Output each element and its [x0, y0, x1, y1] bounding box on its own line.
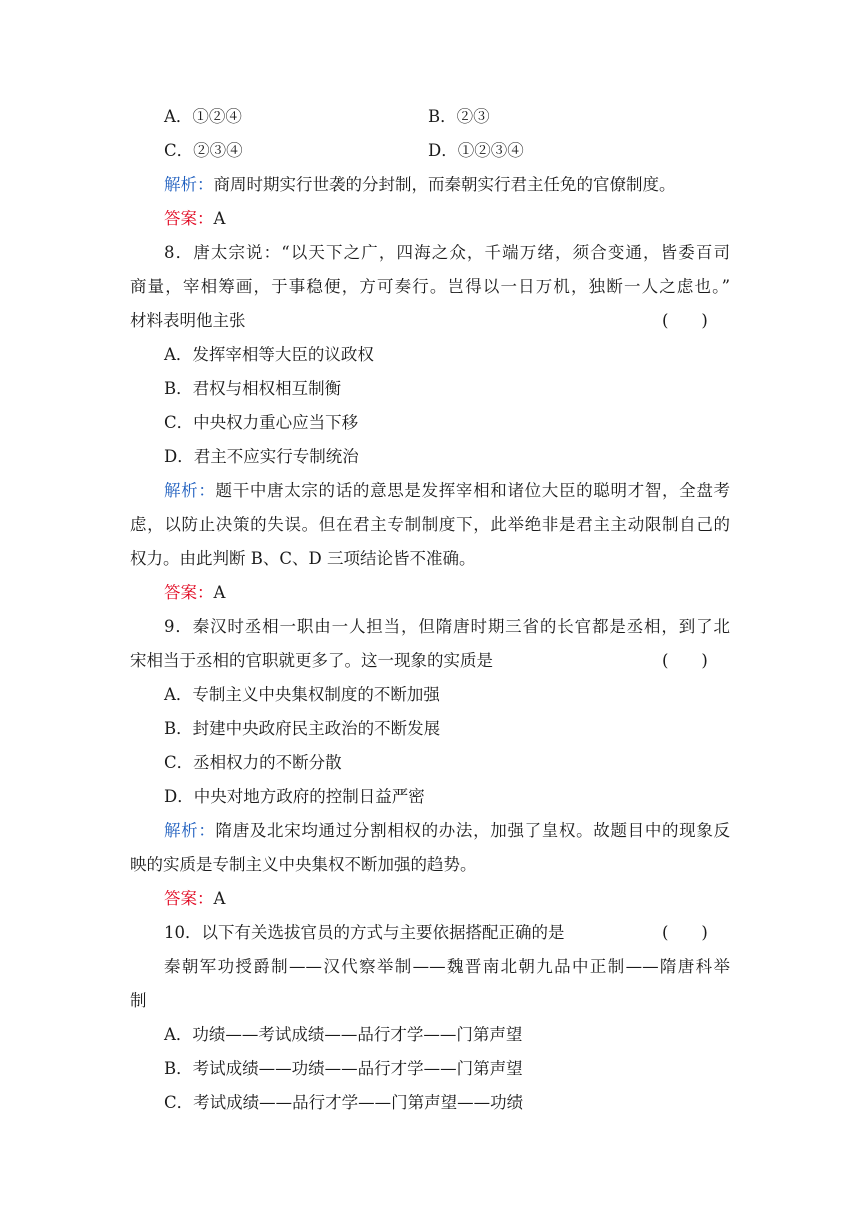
analysis-label: 解析：: [164, 175, 214, 194]
q8-stem-line3: 材料表明他主张: [130, 311, 246, 330]
q10-option-c: C．考试成绩——品行才学——门第声望——功绩: [164, 1093, 524, 1112]
q8-option-c: C．中央权力重心应当下移: [164, 413, 359, 432]
answer-value: A: [213, 583, 226, 602]
q9-analysis-line1: [164, 820, 730, 842]
analysis-text: 隋唐及北宋均通过分割相权的办法，加强了皇权。故题目中的现象反: [215, 821, 730, 840]
analysis-label: 解析：: [164, 481, 216, 500]
q8-stem-line1: 8．唐太宗说：“以天下之广，四海之众，千端万绪，须合变通，皆委百司: [164, 243, 730, 262]
q8-option-b: B．君权与相权相互制衡: [164, 379, 342, 398]
q8-analysis-line1: [164, 480, 730, 502]
q8-analysis-line2: 虑，以防止决策的失误。但在君主专制制度下，此举绝非是君主主动限制自己的: [130, 515, 730, 534]
q10-option-a: A．功绩——考试成绩——品行才学——门第声望: [164, 1025, 523, 1044]
q7-option-d: D．①②③④: [428, 141, 524, 160]
q8-option-d: D．君主不应实行专制统治: [164, 447, 359, 466]
q7-option-a: A．①②④: [164, 107, 242, 126]
q8-stem-line2: 商量，宰相筹画，于事稳便，方可奏行。岂得以一日万机，独断一人之虑也。”: [130, 277, 730, 296]
answer-value: A: [213, 889, 226, 908]
q10-stem-line1: 10．以下有关选拔官员的方式与主要依据搭配正确的是: [164, 923, 565, 942]
answer-label: 答案：: [164, 209, 214, 228]
q8-option-a: A．发挥宰相等大臣的议政权: [164, 345, 374, 364]
q10-stem-line3: 制: [130, 991, 147, 1010]
analysis-text: 题干中唐太宗的话的意思是发挥宰相和诸位大臣的聪明才智，全盘考: [215, 481, 730, 500]
q10-stem-line2: 秦朝军功授爵制——汉代察举制——魏晋南北朝九品中正制——隋唐科举: [164, 957, 730, 976]
q8-answer: [164, 582, 225, 604]
q9-option-d: D．中央对地方政府的控制日益严密: [164, 787, 425, 806]
q9-analysis-line2: 映的实质是专制主义中央集权不断加强的趋势。: [130, 855, 477, 874]
answer-label: 答案：: [164, 889, 214, 908]
q10-answer-blank: ( ): [662, 923, 708, 942]
q9-answer-blank: ( ): [662, 651, 708, 670]
q9-option-c: C．丞相权力的不断分散: [164, 753, 342, 772]
q8-analysis-line3: 权力。由此判断 B、C、D 三项结论皆不准确。: [130, 549, 476, 568]
answer-value: A: [213, 209, 226, 228]
q10-option-b: B．考试成绩——功绩——品行才学——门第声望: [164, 1059, 523, 1078]
q9-stem-line2: 宋相当于丞相的官职就更多了。这一现象的实质是: [130, 651, 493, 670]
q7-analysis: [164, 174, 676, 196]
q7-option-b: B．②③: [428, 107, 490, 126]
q9-option-b: B．封建中央政府民主政治的不断发展: [164, 719, 441, 738]
answer-label: 答案：: [164, 583, 214, 602]
q7-option-c: C．②③④: [164, 141, 243, 160]
q9-answer: [164, 888, 225, 910]
q7-answer: [164, 208, 225, 230]
q8-answer-blank: ( ): [662, 311, 708, 330]
analysis-text: 商周时期实行世袭的分封制，而秦朝实行君主任免的官僚制度。: [213, 175, 676, 194]
q9-option-a: A．专制主义中央集权制度的不断加强: [164, 685, 440, 704]
analysis-label: 解析：: [164, 821, 216, 840]
q9-stem-line1: 9．秦汉时丞相一职由一人担当，但隋唐时期三省的长官都是丞相，到了北: [164, 617, 730, 636]
